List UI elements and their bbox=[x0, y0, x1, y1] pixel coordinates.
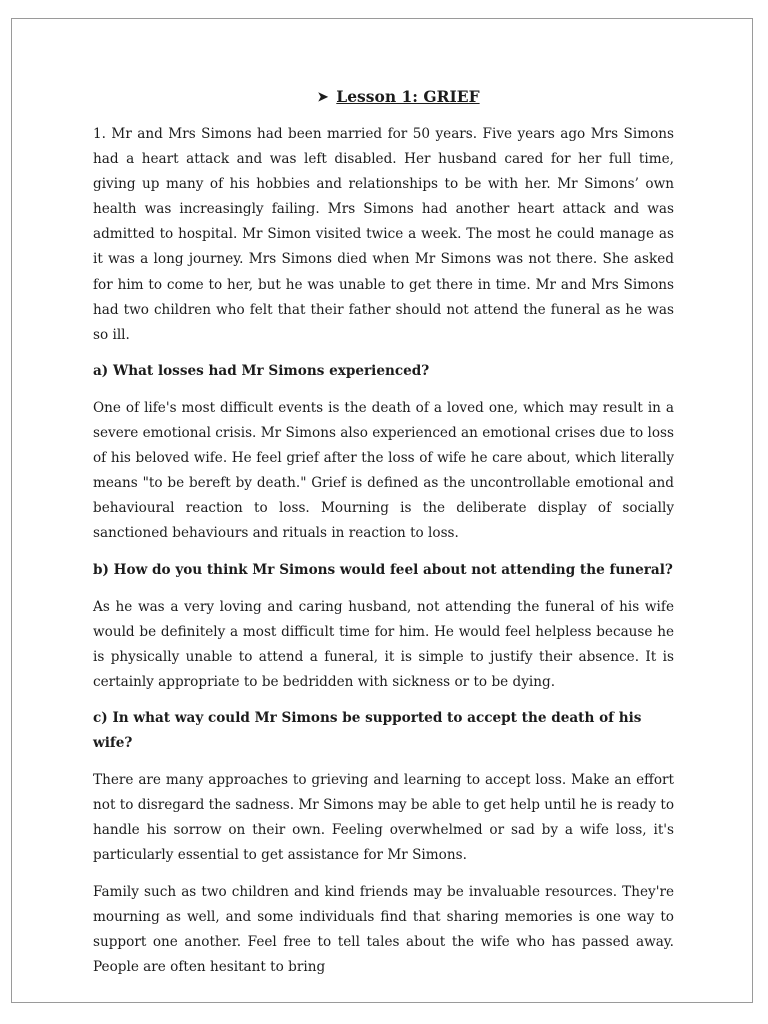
arrow-bullet-icon: ➤ bbox=[317, 90, 329, 105]
lesson-title bbox=[93, 86, 674, 109]
question-a: a) What losses had Mr Simons experienced? bbox=[93, 362, 430, 379]
answer-b-paragraph: As he was a very loving and caring husband, not attending the funeral of his wife would be definitely a most difficult time for him. He would feel helpless because he is physically unable to attend a funeral, it is simple to justify their absence. It is certainly appropriate to be bedridden with sickness or to be dying. bbox=[93, 598, 674, 690]
question-c: c) In what way could Mr Simons be supported to accept the death of his wife? bbox=[93, 709, 642, 752]
answer-c-paragraph-2: Family such as two children and kind friends may be invaluable resources. They're mourning as well, and some individuals find that sharing memories is one way to support one another. Feel free to tell tales about the wife who has passed away. People are often hesitant to bring bbox=[93, 883, 674, 975]
document-body bbox=[93, 86, 674, 991]
answer-a-paragraph: One of life's most difficult events is the death of a loved one, which may result in a severe emotional crisis. Mr Simons also experienced an emotional crises due to loss of his beloved wife. He feel grief after the loss of wife he care about, which literally means "to be bereft by death." Grief is defined as the uncontrollable emotional and behavioural reaction to loss. Mourning is the deliberate display of socially sanctioned behaviours and rituals in reaction to loss. bbox=[93, 399, 674, 542]
scenario-paragraph: 1. Mr and Mrs Simons had been married for 50 years. Five years ago Mrs Simons had a heart attack and was left disabled. Her husband cared for her full time, giving up many of his hobbies and relationships to be with her. Mr Simons’ own health was increasingly failing. Mrs Simons had another heart attack and was admitted to hospital. Mr Simon visited twice a week. The most he could manage as it was a long journey. Mrs Simons died when Mr Simons was not there. She asked for him to come to her, but he was unable to get there in time. Mr and Mrs Simons had two children who felt that their father should not attend the funeral as he was so ill. bbox=[93, 126, 674, 343]
question-b: b) How do you think Mr Simons would feel about not attending the funeral? bbox=[93, 561, 673, 578]
answer-c-paragraph-1: There are many approaches to grieving and learning to accept loss. Make an effort not to disregard the sadness. Mr Simons may be able to get help until he is ready to handle his sorrow on their own. Feeling overwhelmed or sad by a wife loss, it's particularly essential to get assistance for Mr Simons. bbox=[93, 772, 674, 864]
lesson-title-text: Lesson 1: GRIEF bbox=[336, 87, 480, 106]
